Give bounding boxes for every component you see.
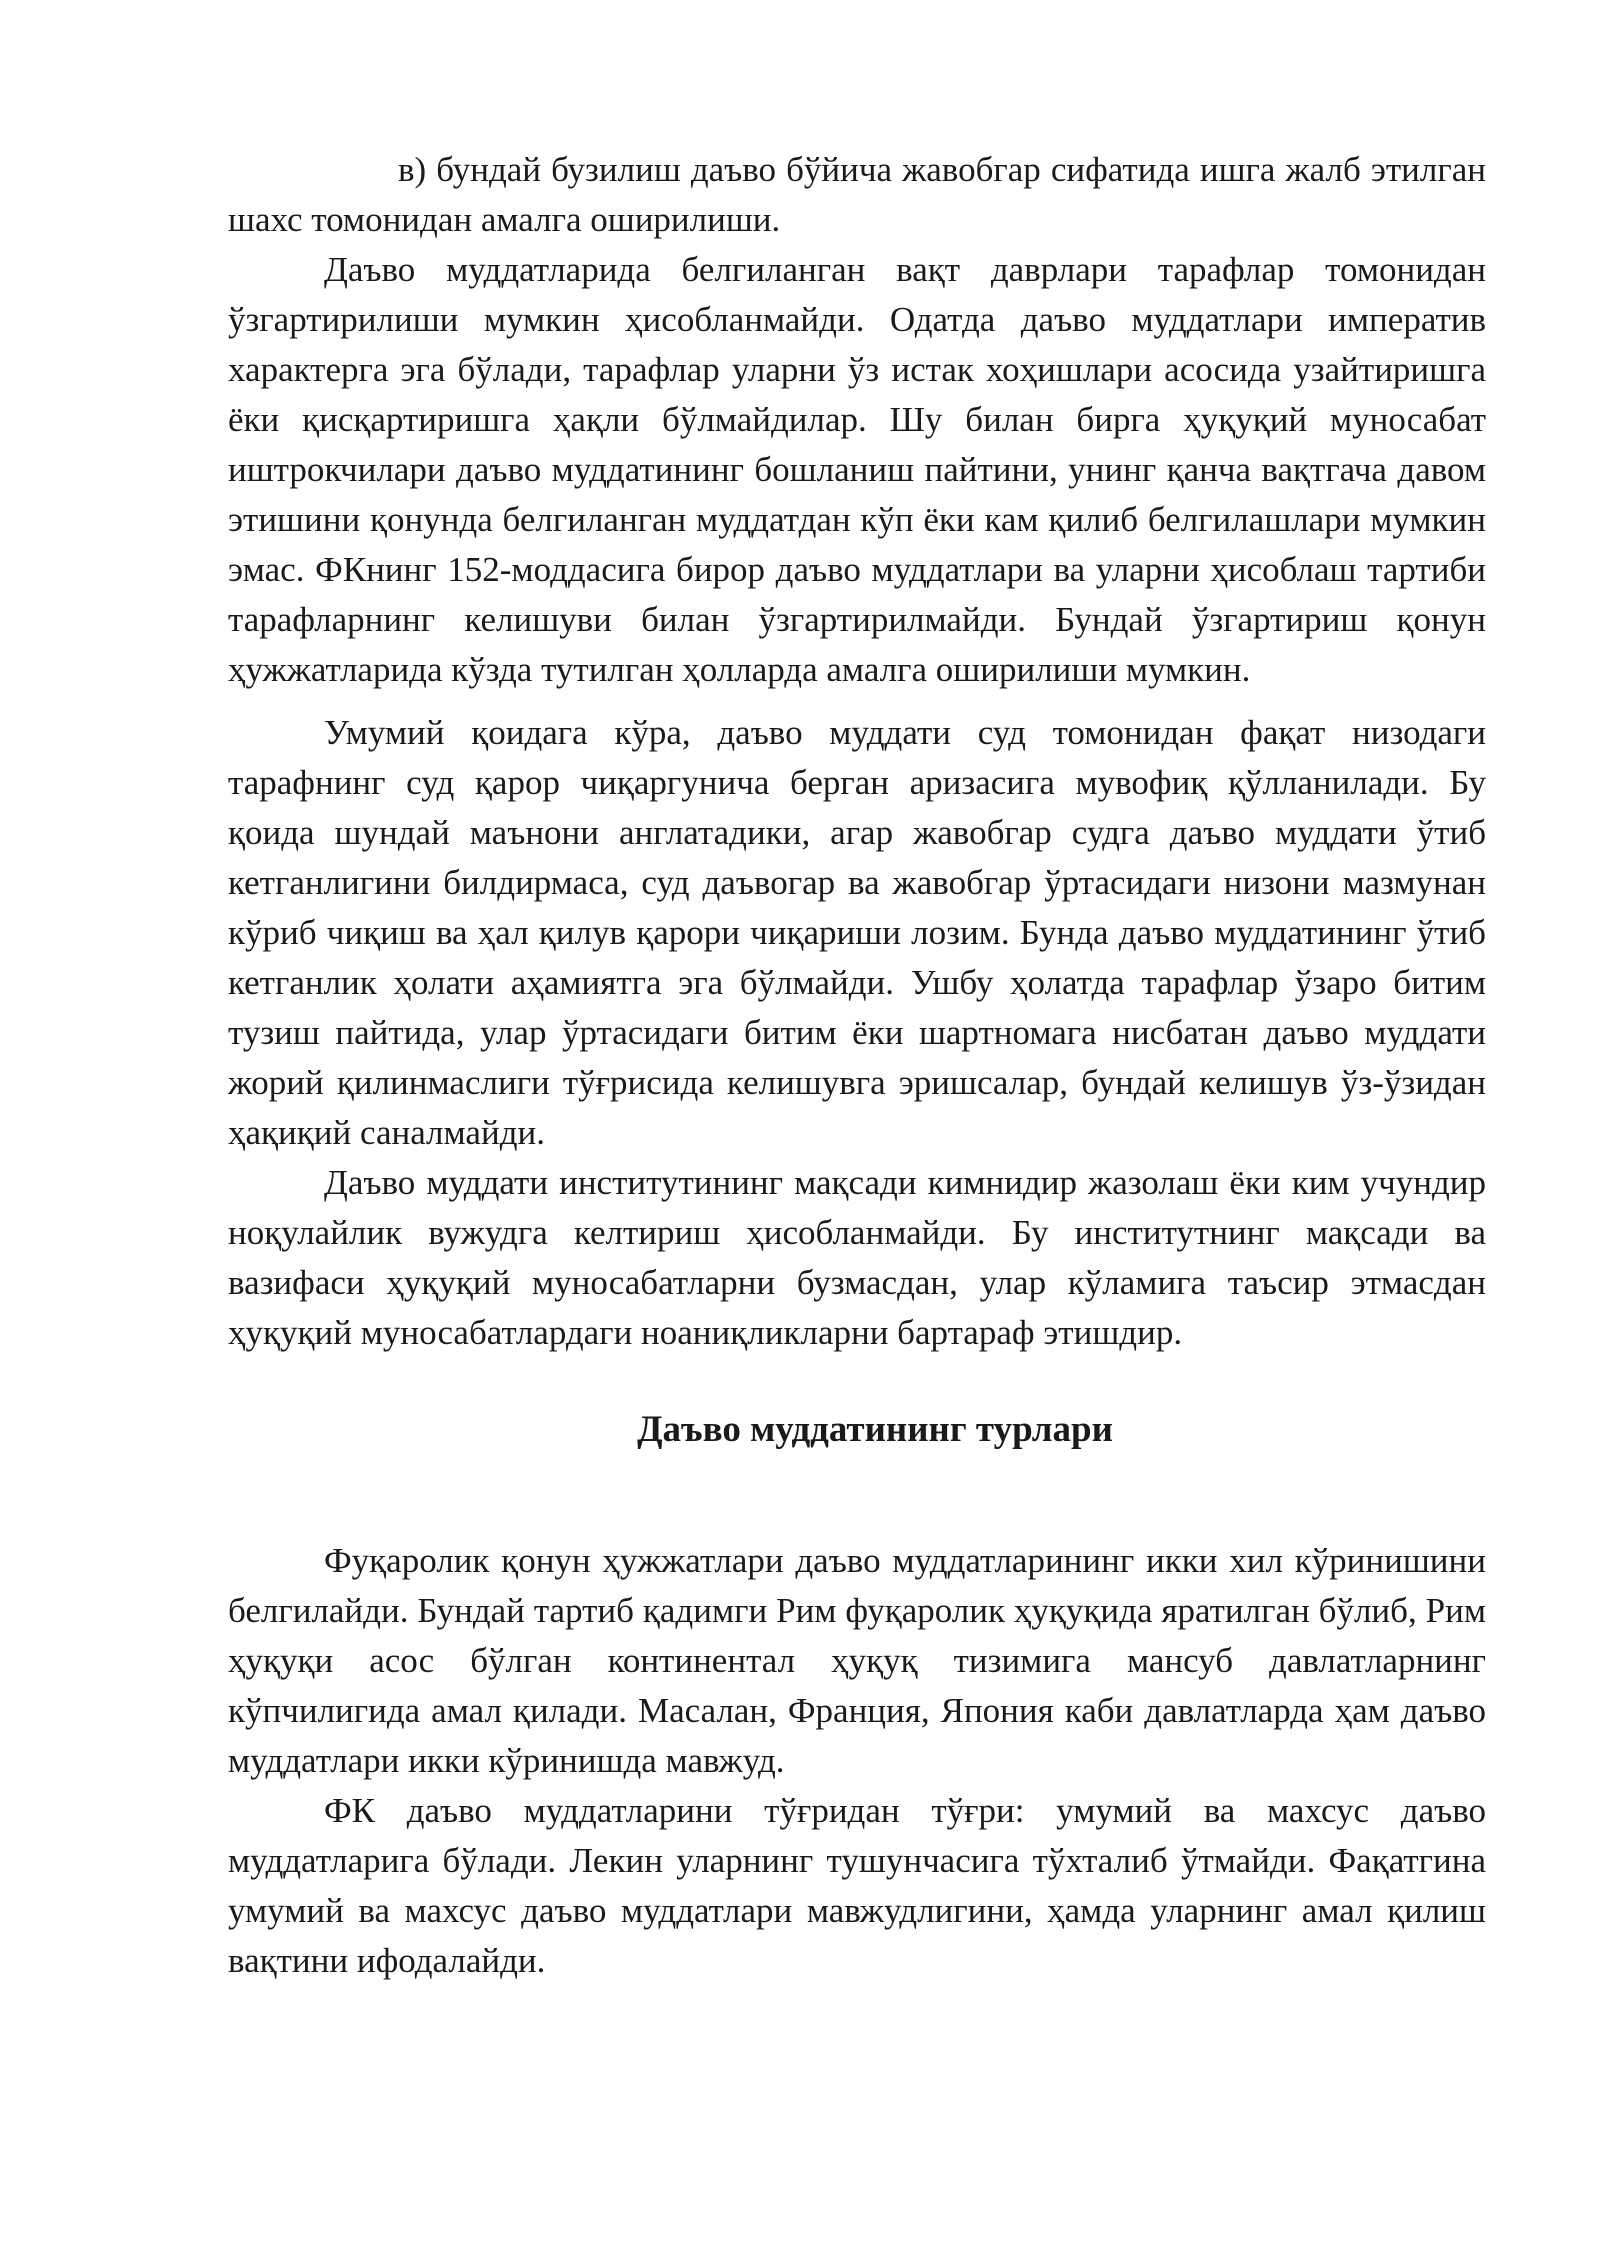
document-page (228, 145, 1486, 1986)
paragraph-general-rule: Умумий қоидага кўра, даъво муддати суд томонидан фақат низодаги тарафнинг суд қарор чиқаргунича берган аризасига мувофиқ қўлланилади. Бу қоида шундай маънони англатадики, агар жавобгар судга даъво муддати ўтиб кетганлигини билдирмаса, суд даъвогар ва жавобгар ўртасидаги низони мазмунан кўриб чиқиш ва ҳал қилув қарори чиқариши лозим. Бунда даъво муддатининг ўтиб кетганлик ҳолати аҳамиятга эга бўлмайди. Ушбу ҳолатда тарафлар ўзаро битим тузиш пайтида, улар ўртасидаги битим ёки шартномага нисбатан даъво муддати жорий қилинмаслиги тўғрисида келишувга эришсалар, бундай келишув ўз-ўзидан ҳақиқий саналмайди. (228, 713, 1486, 1152)
paragraph-item-v: в) бундай бузилиш даъво бўйича жавобгар сифатида ишга жалб этилган шахс томонидан амалга оширилиши. (228, 150, 1486, 239)
section-heading: Даъво муддатининг турлари (637, 1409, 1113, 1450)
paragraph-two-kinds: Фуқаролик қонун ҳужжатлари даъво муддатларининг икки хил кўринишини белгилайди. Бундай тартиб қадимги Рим фуқаролик ҳуқуқида яратилган бўлиб, Рим ҳуқуқи асос бўлган континентал ҳуқуқ тизимига мансуб давлатларнинг кўпчилигида амал қилади. Масалан, Франция, Япония каби давлатларда ҳам даъво муддатлари икки кўринишда мавжуд. (228, 1541, 1486, 1780)
paragraph-institute-purpose: Даъво муддати институтининг мақсади кимнидир жазолаш ёки ким учундир ноқулайлик вужудга келтириш ҳисобланмайди. Бу институтнинг мақсади ва вазифаси ҳуқуқий муносабатларни бузмасдан, улар кўламига таъсир этмасдан ҳуқуқий муносабатлардаги ноаниқликларни бартараф этишдир. (228, 1163, 1486, 1352)
paragraph-claim-periods-immutable: Даъво муддатларида белгиланган вақт даврлари тарафлар томонидан ўзгартирилиши мумкин ҳисобланмайди. Одатда даъво муддатлари императив характерга эга бўлади, тарафлар уларни ўз истак хоҳишлари асосида узайтиришга ёки қисқартиришга ҳақли бўлмайдилар. Шу билан бирга ҳуқуқий муносабат иштрокчилари даъво муддатининг бошланиш пайтини, унинг қанча вақтгача давом этишини қонунда белгиланган муддатдан кўп ёки кам қилиб белгилашлари мумкин эмас. ФКнинг 152-моддасига бирор даъво муддатлари ва уларни ҳисоблаш тартиби тарафларнинг келишуви билан ўзгартирилмайди. Бундай ўзгартириш қонун ҳужжатларида кўзда тутилган ҳолларда амалга оширилиши мумкин. (228, 250, 1486, 689)
paragraph-general-special: ФК даъво муддатларини тўғридан тўғри: умумий ва махсус даъво муддатларига бўлади. Лекин уларнинг тушунчасига тўхталиб ўтмайди. Фақатгина умумий ва махсус даъво муддатлари мавжудлигини, ҳамда уларнинг амал қилиш вақтини ифодалайди. (228, 1791, 1486, 1980)
